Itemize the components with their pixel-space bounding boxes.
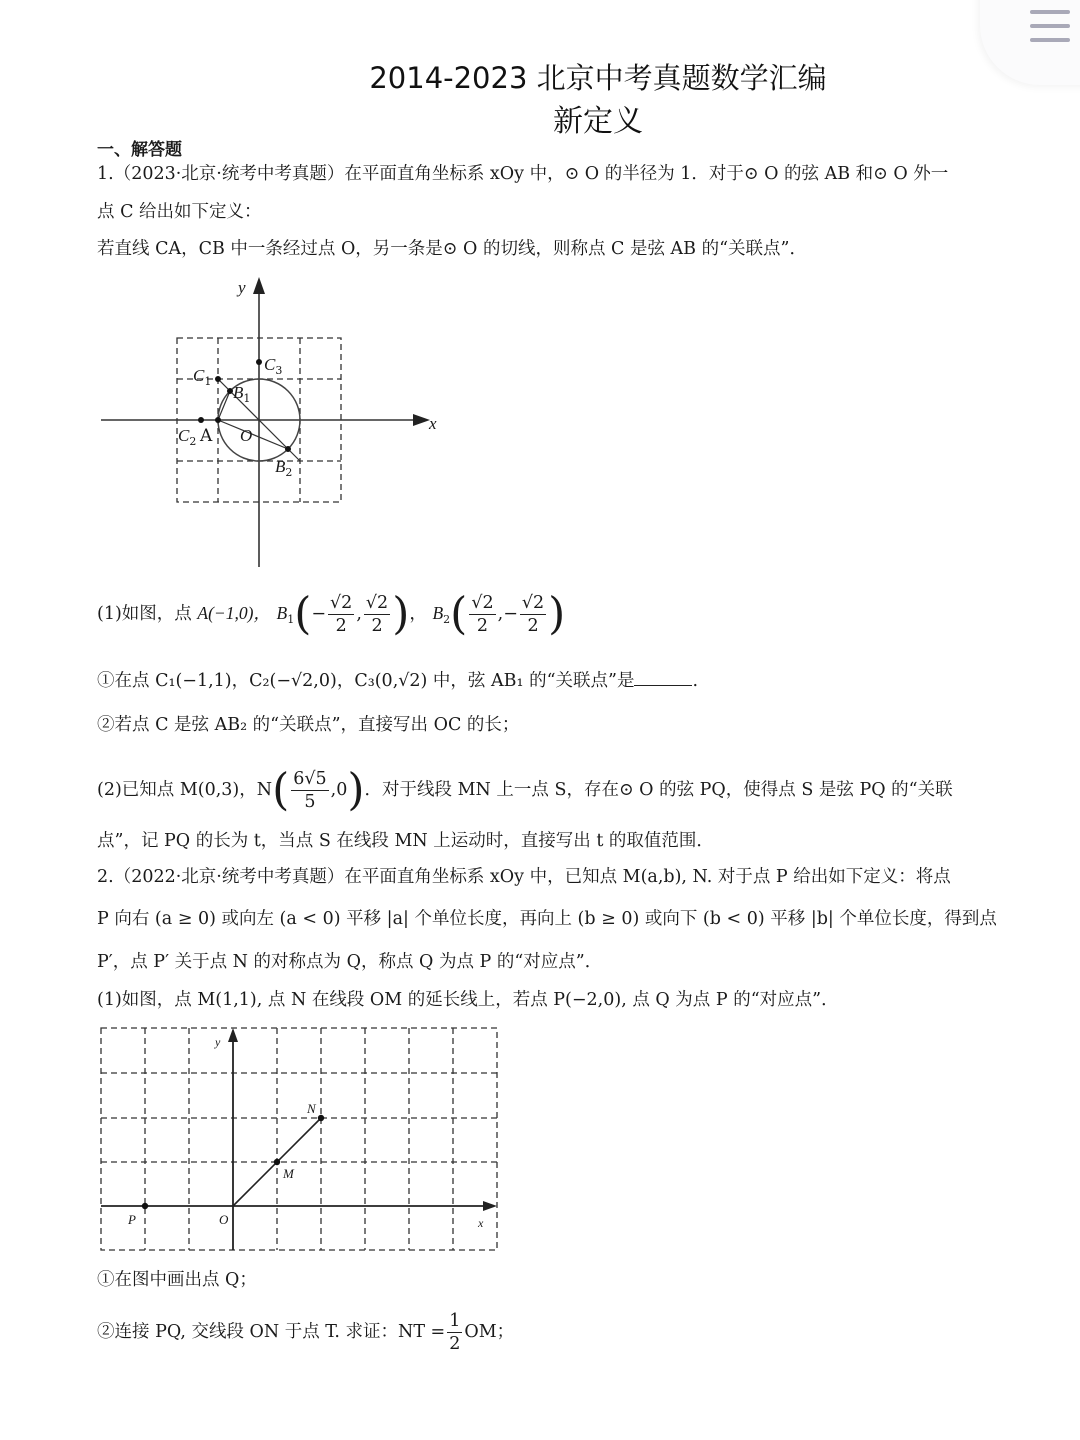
q2-subquestion-2: ②连接 PQ, 交线段 ON 于点 T. 求证：NT = $\frac{1}{2}$ OM； <box>97 1311 515 1354</box>
q1-line1: 1.（2023·北京·统考中考真题）在平面直角坐标系 xOy 中，⊙ O 的半径为 1．对于⊙ O 的弦 AB 和⊙ O 外一 <box>97 164 949 184</box>
q1-line3: 若直线 CA，CB 中一条经过点 O，另一条是⊙ O 的切线，则称点 C 是弦 AB 的“关联点”． <box>97 239 807 259</box>
document-subtitle: 新定义 <box>553 104 643 139</box>
fig2-label-P: P <box>128 1212 136 1227</box>
fig1-label-B1: $B_1$ <box>233 383 251 405</box>
fig2-label-y: y <box>215 1035 221 1049</box>
fig1-label-x: x <box>429 414 437 433</box>
fig2-label-N: N <box>307 1101 316 1116</box>
fig1-label-B2: $B_2$ <box>275 457 293 479</box>
hamburger-menu-icon-bar <box>1030 38 1070 42</box>
fig1-label-C3: $C_3$ <box>264 355 283 377</box>
fig1-label-O: O <box>240 426 253 445</box>
q2-line1: 2.（2022·北京·统考中考真题）在平面直角坐标系 xOy 中，已知点 M(a,b), N. 对于点 P 给出如下定义：将点 <box>97 867 951 887</box>
fig1-label-A: A <box>200 426 213 446</box>
q2-subquestion-1: ①在图中画出点 Q； <box>97 1270 257 1290</box>
q2-line2: P 向右 (a ≥ 0) 或向左 (a < 0) 平移 |a| 个单位长度，再向上 (b ≥ 0) 或向下 (b < 0) 平移 |b| 个单位长度，得到点 <box>97 909 997 929</box>
section-heading: 一、解答题 <box>97 140 182 160</box>
hamburger-menu-icon-bar <box>1030 24 1070 28</box>
q2-line3: P′，点 P′ 关于点 N 的对称点为 Q，称点 Q 为点 P 的“对应点”． <box>97 952 603 972</box>
q1-subquestion-2: ②若点 C 是弦 AB₂ 的“关联点”，直接写出 OC 的长； <box>97 715 520 735</box>
fig2-label-O: O <box>219 1212 229 1227</box>
document-title: 2014-2023 北京中考真题数学汇编 <box>369 61 827 95</box>
fig1-label-C2: $C_2$ <box>178 426 197 448</box>
q1-line2: 点 C 给出如下定义： <box>97 202 262 222</box>
q1-part2: (2)已知点 M(0,3)，N( $\frac{6√5}{5}$ ,0)．对于线段 MN 上一点 S，存在⊙ O 的弦 PQ，使得点 S 是弦 PQ 的“关联 <box>97 764 953 816</box>
q1-part2-line2: 点”，记 PQ 的长为 t，当点 S 在线段 MN 上运动时，直接写出 t 的取值范围． <box>97 831 714 851</box>
q1-part1-intro: (1)如图，点 A(−1,0)， $B_1(-$ $\frac{√2}{2}$ , $\frac{√2}{2}$ )， $B_2$( $\frac{√2}{2}$ ,− $\frac{√2}{2}$ ) <box>97 588 566 640</box>
fig2-label-x: x <box>478 1216 484 1230</box>
fig2-label-M: M <box>283 1166 294 1181</box>
q2-line4: (1)如图，点 M(1,1), 点 N 在线段 OM 的延长线上，若点 P(−2,0), 点 Q 为点 P 的“对应点”． <box>97 990 839 1010</box>
fig1-label-y: y <box>238 278 246 297</box>
fig1-label-C1: $C_1$ <box>193 366 212 388</box>
hamburger-menu-icon <box>1030 10 1070 14</box>
answer-blank <box>634 667 692 686</box>
q2-figure-grid-diagram <box>95 1022 505 1257</box>
q1-subquestion-1: ①在点 C₁(−1,1)，C₂(−√2,0)，C₃(0,√2) 中，弦 AB₁ 的“关联点”是 . <box>97 667 698 693</box>
q1-figure-circle-diagram <box>95 275 455 575</box>
